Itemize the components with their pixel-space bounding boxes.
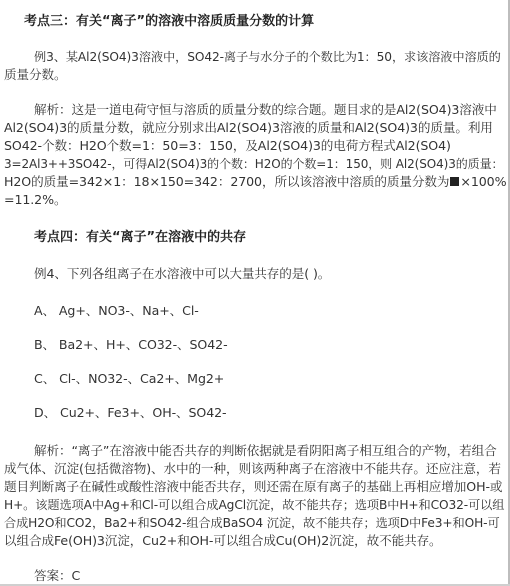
- example3-line-1: 例3、某Al2(SO4)3溶液中，SO42-离子与水分子的个数比为1：50，求该溶液中溶质的: [34, 50, 501, 64]
- analysis3-line-5: [4, 173, 506, 191]
- section4-heading: 考点四：有关“离子”在溶液中的共存: [34, 230, 247, 245]
- analysis4-line-6: 以组合成Fe(OH)3沉淀，Cu2+和OH-可以组合成Cu(OH)2沉淀，故不能共存。: [4, 533, 442, 548]
- analysis4-line-4: H+。该题选项A中Ag+和Cl-可以组合成AgCl沉淀，故不能共存；选项B中H+和CO32-可以组: [4, 498, 505, 512]
- analysis3-line-5-text: H2O的质量=342×1：18×150=342：2700，所以该溶液中溶质的质量分数为: [4, 174, 450, 189]
- example4-question: 例4、下列各组离子在水溶液中可以大量共存的是( )。: [34, 266, 331, 281]
- analysis4-line-1: 解析：“离子”在溶液中能否共存的判断依据就是看阴阳离子相互组合的产物，若组合: [34, 443, 497, 458]
- option-b: B、 Ba2+、H+、CO32-、SO42-: [34, 337, 228, 352]
- analysis3-line-5-tail: ×100%: [460, 174, 507, 189]
- analysis4-line-3: 题目判断离子在碱性或酸性溶液中能否共存，则还需在原有离子的基础上再相应增加OH-或: [4, 479, 503, 494]
- analysis3-line-4: 3=2Al3++3SO42-，可得Al2(SO4)3的个数：H2O的个数=1：150，则 Al2(SO4)3的质量：: [4, 157, 504, 171]
- analysis3-line-3: SO42-个数：H2O个数=1：50=3：150，及Al2(SO4)3的电荷方程式Al2(SO4): [4, 138, 451, 153]
- analysis4-line-2: 成气体、沉淀(包括微溶物)、水中的一种，则该两种离子在溶液中不能共存。还应注意，若: [4, 461, 501, 476]
- option-d: D、 Cu2+、Fe3+、OH-、SO42-: [34, 405, 227, 420]
- section3-heading: 考点三：有关“离子”的溶液中溶质质量分数的计算: [24, 14, 315, 29]
- option-c: C、 Cl-、NO32-、Ca2+、Mg2+: [34, 371, 225, 386]
- answer-line: 答案：C: [34, 568, 81, 583]
- example3-line-2: 质量分数。: [4, 67, 67, 82]
- black-square-glyph: [450, 177, 459, 186]
- analysis4-line-5: 合成H2O和CO2，Ba2+和SO42-组合成BaSO4 沉淀，故不能共存；选项D中Fe3+和OH-可: [4, 516, 500, 530]
- analysis3-line-1: 解析：这是一道电荷守恒与溶质的质量分数的综合题。题目求的是Al2(SO4)3溶液中: [34, 102, 497, 117]
- analysis3-line-6: =11.2%。: [4, 192, 67, 207]
- option-a: A、 Ag+、NO3-、Na+、Cl-: [34, 303, 199, 318]
- analysis3-line-2: Al2(SO4)3的质量分数，就应分别求出Al2(SO4)3溶液的质量和Al2(SO4)3的质量。利用: [4, 120, 493, 135]
